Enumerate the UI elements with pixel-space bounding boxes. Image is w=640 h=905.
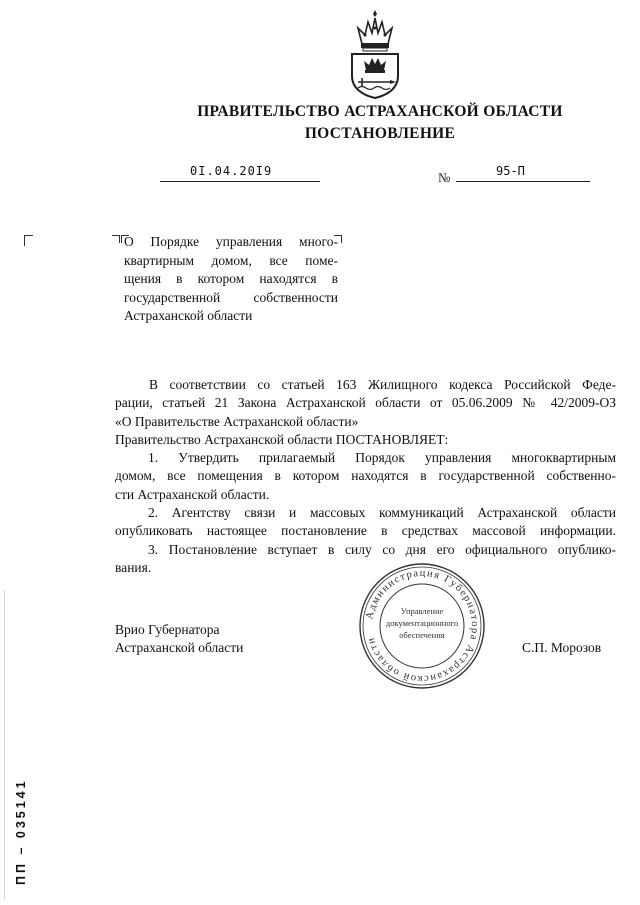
body-line: 2. Агентству связи и массовых коммуникаций Астраханской области	[148, 505, 616, 521]
subject-corner-mark-left	[112, 235, 120, 243]
body-line: 1. Утвердить прилагаемый Порядок управления многоквартирным	[148, 450, 616, 466]
subject-line: Астраханской области	[124, 308, 253, 323]
coat-of-arms-emblem	[344, 8, 406, 100]
body-line: домом, все помещения в котором находятся в государственной собственно-	[115, 468, 616, 484]
stamp-ring-text: Администрация Губернатора Астраханской области	[364, 567, 481, 685]
signatory-name: С.П. Морозов	[522, 640, 602, 655]
body-line: В соответствии со статьей 163 Жилищного кодекса Российской Феде-	[149, 377, 616, 392]
form-serial-number: ПП – 035141	[14, 778, 28, 885]
subject-line: щения в котором находятся в	[124, 271, 338, 286]
signatory-position: Врио Губернатора	[115, 622, 220, 637]
subject-line: О Порядке управления много-	[124, 234, 338, 249]
date-underline	[160, 181, 320, 182]
number-sign: №	[438, 170, 451, 185]
margin-corner-mark	[24, 235, 33, 246]
stamp-center-line: Управление	[400, 606, 444, 616]
body-line: вания.	[115, 559, 152, 575]
subject-line: государственной собственности	[124, 289, 338, 305]
government-title: ПРАВИТЕЛЬСТВО АСТРАХАНСКОЙ ОБЛАСТИ	[197, 103, 563, 120]
document-number: 95-П	[496, 164, 525, 178]
body-line: опубликовать настоящее постановление в средствах массовой информации.	[115, 523, 616, 539]
margin-rule	[4, 590, 5, 900]
body-line: 3. Постановление вступает в силу со дня его официального опублико-	[148, 541, 616, 557]
signatory-region: Астраханской области	[115, 640, 244, 655]
subject-line: квартирным домом, все поме-	[124, 252, 338, 268]
stamp-center-line: обеспечения	[399, 630, 445, 640]
document-date: 0I.04.20I9	[190, 164, 273, 178]
body-line: рации, статьей 21 Закона Астраханской области от 05.06.2009 № 42/2009-ОЗ	[115, 395, 616, 411]
document-subject	[124, 233, 338, 326]
stamp-center-line: документационного	[385, 618, 459, 628]
body-line: сти Астраханской области.	[115, 486, 270, 502]
body-line: «О Правительстве Астраханской области»	[115, 413, 359, 429]
official-stamp	[357, 560, 487, 692]
document-body	[115, 376, 616, 577]
document-type-title: ПОСТАНОВЛЕНИЕ	[304, 125, 456, 142]
body-line: Правительство Астраханской области ПОСТАНОВЛЯЕТ:	[115, 431, 449, 447]
number-underline	[456, 181, 590, 182]
